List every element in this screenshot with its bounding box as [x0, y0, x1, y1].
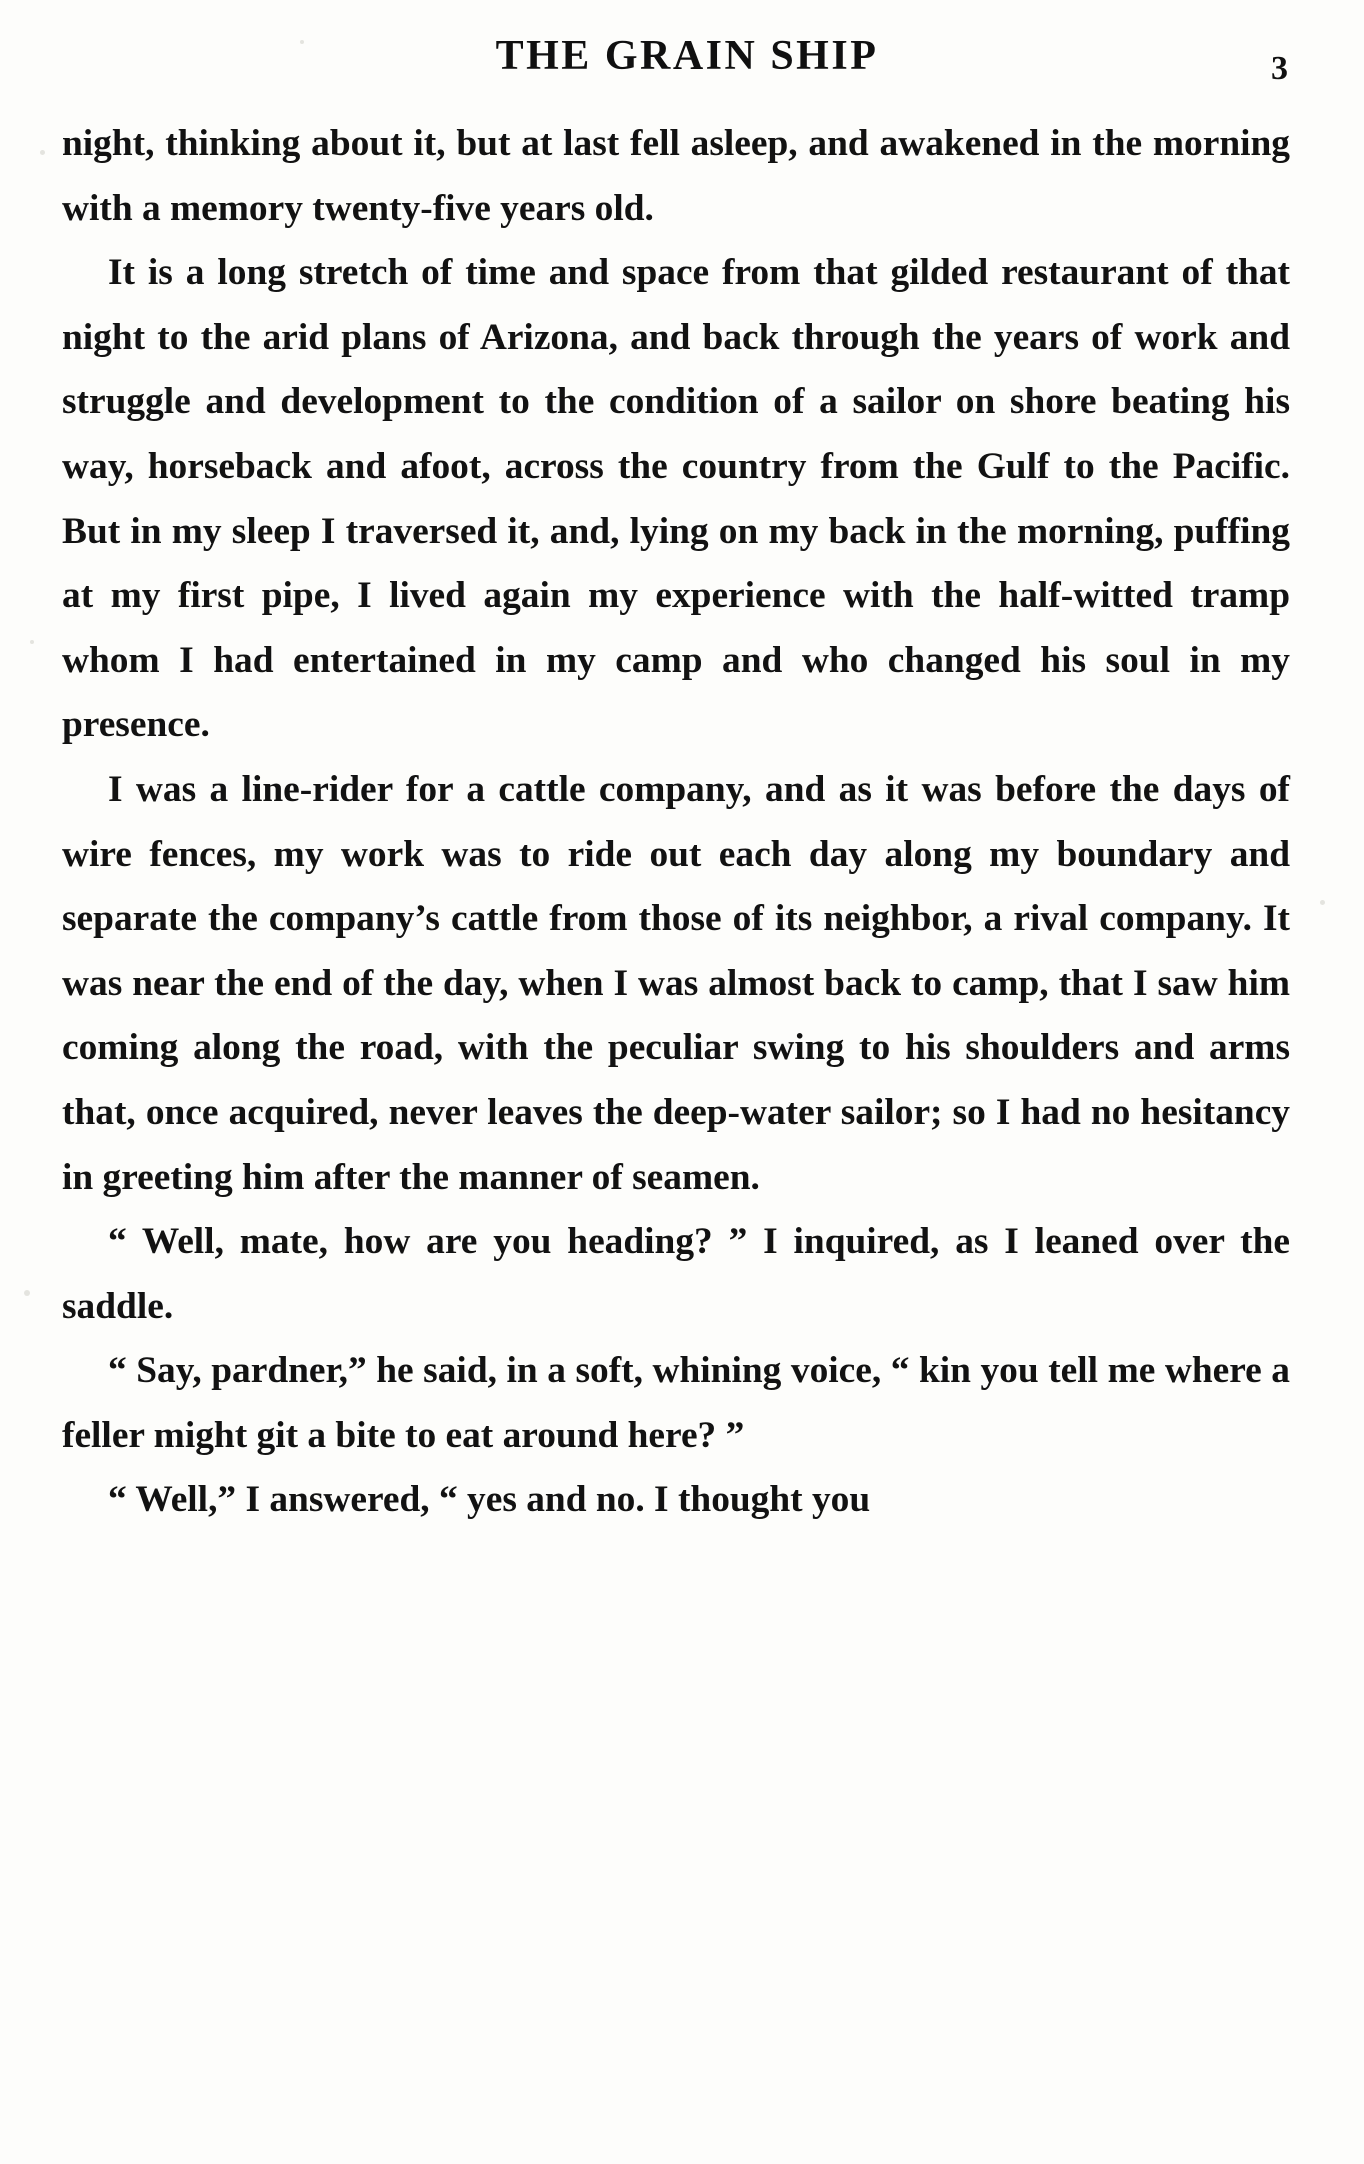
page-header — [62, 22, 1302, 98]
paragraph: I was a line-rider for a cattle company, and as it was before the days of wire fences, my work was to ride out each day along my boundary and separate the company’s cattle from those of its neighbor, a rival company. It was near the end of the day, when I was almost back to camp, that I saw him coming along the road, with the peculiar swing to his shoulders and arms that, once acquired, never leaves the deep-water sailor; so I had no hesitancy in greeting him after the manner of seamen. — [62, 768, 1290, 1198]
paragraph: night, thinking about it, but at last fell asleep, and awakened in the morning with a memory twenty-five years old. — [62, 123, 1290, 229]
paragraph: “ Well,” I answered, “ yes and no. I thought you — [108, 1479, 871, 1521]
scan-speckle — [1320, 900, 1325, 905]
scan-speckle — [40, 150, 45, 155]
scan-speckle — [30, 640, 34, 644]
paragraph: It is a long stretch of time and space from that gilded restaurant of that night to the arid plans of Arizona, and back through the years of work and struggle and development to the condition of a sailor on shore beating his way, horseback and afoot, across the country from the Gulf to the Pacific. But in my sleep I traversed it, and, lying on my back in the morning, puffing at my first pipe, I lived again my experience with the half-witted tramp whom I had entertained in my camp and who changed his soul in my presence. — [62, 252, 1290, 746]
scan-speckle — [24, 1290, 30, 1296]
running-title: THE GRAIN SHIP — [495, 33, 879, 79]
paragraph: “ Say, pardner,” he said, in a soft, whining voice, “ kin you tell me where a feller might git a bite to eat around here? ” — [62, 1350, 1290, 1456]
paragraph: “ Well, mate, how are you heading? ” I inquired, as I leaned over the saddle. — [62, 1221, 1290, 1327]
page-body — [62, 112, 1290, 1533]
page-number: 3 — [1271, 50, 1288, 87]
